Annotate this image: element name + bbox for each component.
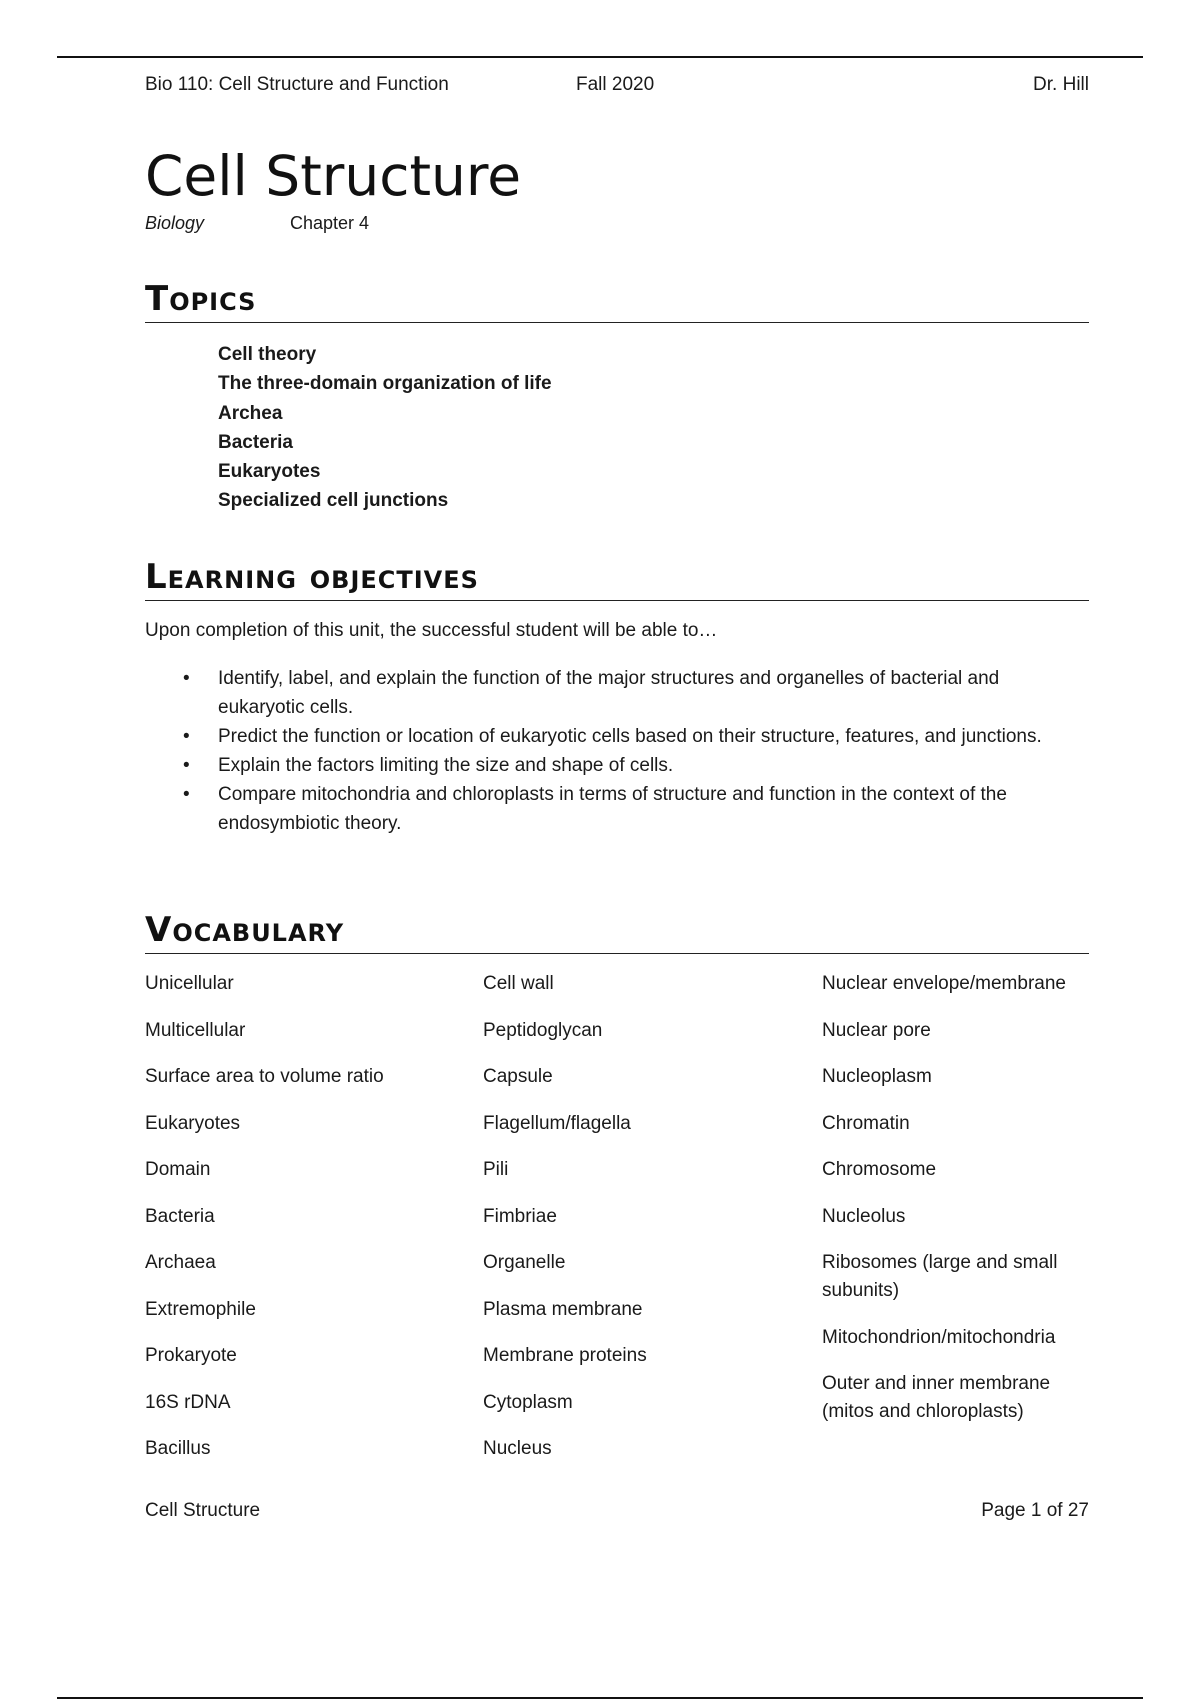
section-heading-objectives	[145, 557, 1089, 601]
vocab-term: Capsule	[483, 1066, 553, 1087]
vocab-term: Chromosome	[822, 1159, 937, 1180]
vocab-term: Eukaryotes	[145, 1112, 241, 1134]
vocab-term: Flagellum/flagella	[483, 1112, 631, 1134]
vocab-term: Organelle	[483, 1252, 566, 1273]
subtitle	[145, 213, 645, 237]
vocab-term: Domain	[145, 1159, 211, 1180]
vocab-term: 16S rDNA	[145, 1391, 231, 1413]
subtitle-subject: Biology	[145, 213, 205, 233]
footer-title: Cell Structure	[145, 1500, 261, 1521]
vocab-term: Bacillus	[145, 1438, 211, 1459]
topic-item: The three-domain organization of life	[218, 373, 552, 395]
vocab-term: Outer and inner membrane (mitos and chloroplasts)	[822, 1373, 1051, 1422]
vocab-term: Cytoplasm	[483, 1391, 573, 1413]
objective-text: Identify, label, and explain the function of the major structures and organelles of bacterial and eukaryotic cells.	[218, 668, 1000, 718]
objective-item	[145, 751, 1089, 780]
section-heading-vocabulary	[145, 910, 1089, 954]
vocabulary-column-3	[822, 970, 1097, 1445]
bullet-icon: •	[183, 784, 190, 805]
objective-item	[145, 722, 1089, 751]
vocab-term: Nucleus	[483, 1438, 552, 1459]
vocab-term: Peptidoglycan	[483, 1019, 603, 1041]
vocab-term: Fimbriae	[483, 1205, 557, 1227]
top-border-rule	[57, 56, 1143, 58]
topic-item: Specialized cell junctions	[218, 490, 449, 512]
vocab-term: Nucleolus	[822, 1205, 906, 1227]
topic-item: Eukaryotes	[218, 461, 321, 483]
document-title: Cell Structure	[145, 144, 522, 208]
topic-item: Archea	[218, 402, 283, 424]
vocab-term: Nuclear pore	[822, 1019, 931, 1041]
bullet-icon: •	[183, 668, 190, 689]
bullet-icon: •	[183, 755, 190, 776]
page-footer	[145, 1500, 1089, 1526]
section-heading-topics	[145, 279, 1089, 323]
vocab-term: Surface area to volume ratio	[145, 1066, 384, 1087]
objective-item	[145, 780, 1089, 838]
objective-text: Predict the function or location of eukaryotic cells based on their structure, features, and junctions.	[218, 726, 1042, 747]
bullet-icon: •	[183, 726, 190, 747]
subtitle-chapter: Chapter 4	[290, 213, 370, 233]
vocabulary-column-2	[483, 970, 783, 1482]
vocab-term: Ribosomes (large and small subunits)	[822, 1252, 1058, 1301]
vocab-term: Mitochondrion/mitochondria	[822, 1326, 1056, 1348]
vocab-term: Chromatin	[822, 1112, 910, 1134]
header-instructor: Dr. Hill	[1033, 74, 1089, 95]
vocab-term: Multicellular	[145, 1019, 246, 1041]
vocab-term: Nucleoplasm	[822, 1066, 932, 1087]
vocab-term: Membrane proteins	[483, 1345, 647, 1366]
header-term: Fall 2020	[576, 74, 655, 95]
objectives-list	[145, 664, 1089, 838]
objective-text: Compare mitochondria and chloroplasts in terms of structure and function in the context of the endosymbiotic theory.	[218, 784, 1007, 834]
running-header	[145, 74, 1089, 100]
vocab-term: Cell wall	[483, 973, 554, 994]
objectives-intro: Upon completion of this unit, the successful student will be able to…	[145, 620, 718, 641]
topic-item: Cell theory	[218, 344, 317, 365]
vocab-term: Extremophile	[145, 1298, 256, 1320]
vocab-term: Plasma membrane	[483, 1298, 643, 1320]
vocabulary-column-1	[145, 970, 445, 1482]
section-title-vocabulary: Vocabulary	[145, 910, 345, 950]
topic-item: Bacteria	[218, 431, 293, 453]
topics-list	[218, 340, 552, 516]
objective-text: Explain the factors limiting the size and shape of cells.	[218, 755, 674, 776]
section-title-objectives: Learning objectives	[145, 557, 479, 597]
vocab-term: Pili	[483, 1159, 509, 1180]
vocab-term: Nuclear envelope/membrane	[822, 973, 1066, 994]
vocab-term: Archaea	[145, 1252, 216, 1273]
header-course: Bio 110: Cell Structure and Function	[145, 74, 449, 95]
page-number: Page 1 of 27	[981, 1500, 1089, 1521]
vocab-term: Bacteria	[145, 1205, 215, 1227]
vocab-term: Unicellular	[145, 973, 234, 994]
objective-item	[145, 664, 1089, 722]
bottom-border-rule	[57, 1697, 1143, 1699]
section-title-topics: Topics	[145, 279, 257, 319]
vocab-term: Prokaryote	[145, 1345, 237, 1366]
